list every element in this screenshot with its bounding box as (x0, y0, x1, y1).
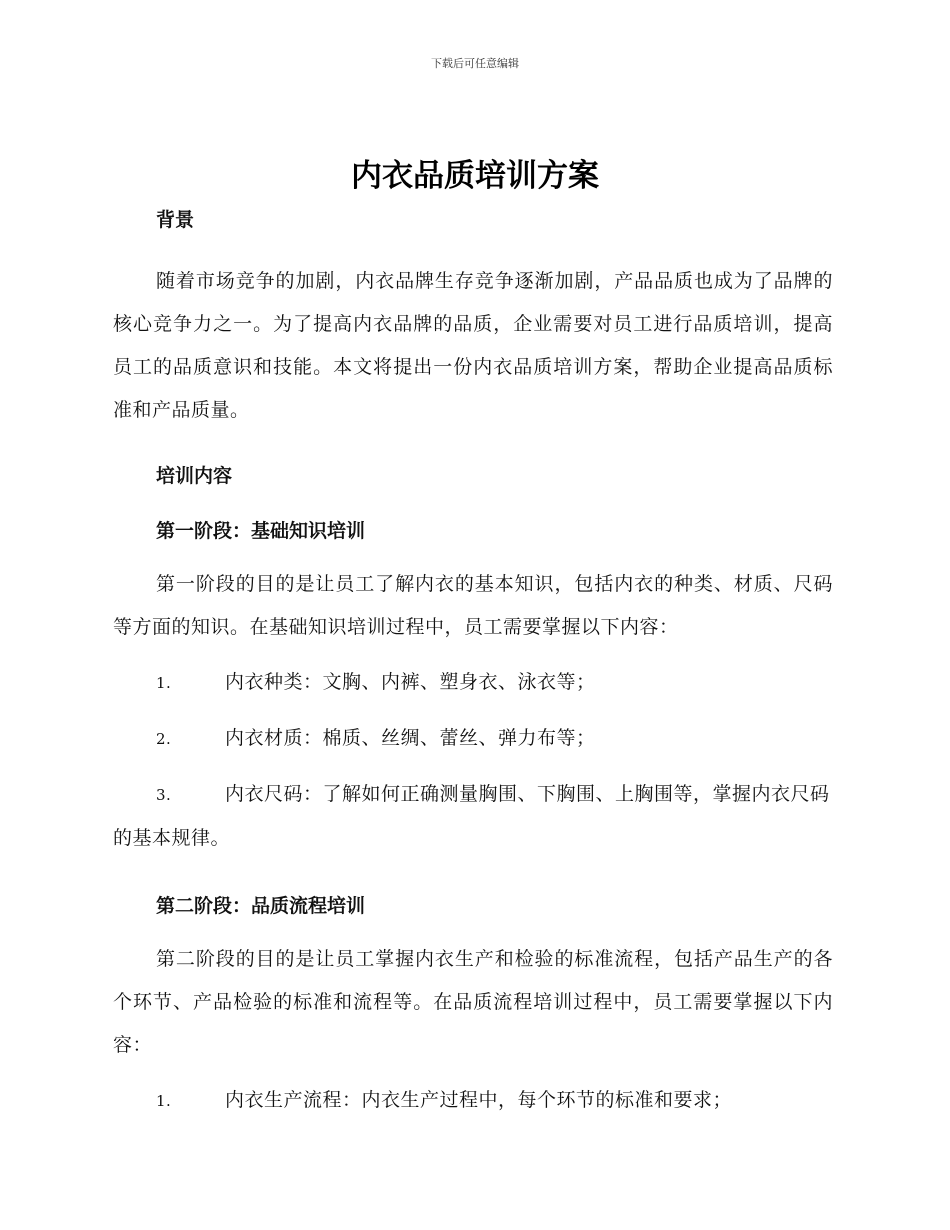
section-heading-training-content: 培训内容 (156, 465, 233, 487)
list-item-text: 内衣生产流程：内衣生产过程中，每个环节的标准和要求； (225, 1089, 733, 1111)
list-item-text: 内衣尺码：了解如何正确测量胸围、下胸围、上胸围等，掌握内衣尺码的基本规律。 (113, 783, 830, 849)
list-item (113, 1079, 833, 1123)
list-item-number: 2. (156, 730, 172, 748)
document-title: 内衣品质培训方案 (351, 158, 599, 194)
list-item-text: 内衣材质：棉质、丝绸、蕾丝、弹力布等； (225, 727, 596, 749)
section-heading-stage-2: 第二阶段：品质流程培训 (156, 895, 366, 917)
document-body (113, 200, 833, 1123)
list-item-number: 1. (156, 1092, 172, 1110)
background-paragraph: 随着市场竞争的加剧，内衣品牌生存竞争逐渐加剧，产品品质也成为了品牌的核心竞争力之一。为了提高内衣品牌的品质，企业需要对员工进行品质培训，提高员工的品质意识和技能。本文将提出一份内衣品质培训方案，帮助企业提高品质标准和产品质量。 (113, 270, 833, 421)
section-heading-background: 背景 (156, 209, 195, 231)
header-note: 下载后可任意编辑 (431, 57, 519, 70)
list-item (113, 773, 833, 860)
list-item-number: 1. (156, 674, 172, 692)
section-heading-stage-1: 第一阶段：基础知识培训 (156, 520, 366, 542)
list-item-text: 内衣种类：文胸、内裤、塑身衣、泳衣等； (225, 671, 596, 693)
stage-2-paragraph: 第二阶段的目的是让员工掌握内衣生产和检验的标准流程，包括产品生产的各个环节、产品检验的标准和流程等。在品质流程培训过程中，员工需要掌握以下内容： (113, 948, 833, 1056)
list-item (113, 717, 833, 761)
list-item (113, 661, 833, 705)
list-item-number: 3. (156, 786, 172, 804)
stage-1-paragraph: 第一阶段的目的是让员工了解内衣的基本知识，包括内衣的种类、材质、尺码等方面的知识。在基础知识培训过程中，员工需要掌握以下内容： (113, 573, 833, 638)
